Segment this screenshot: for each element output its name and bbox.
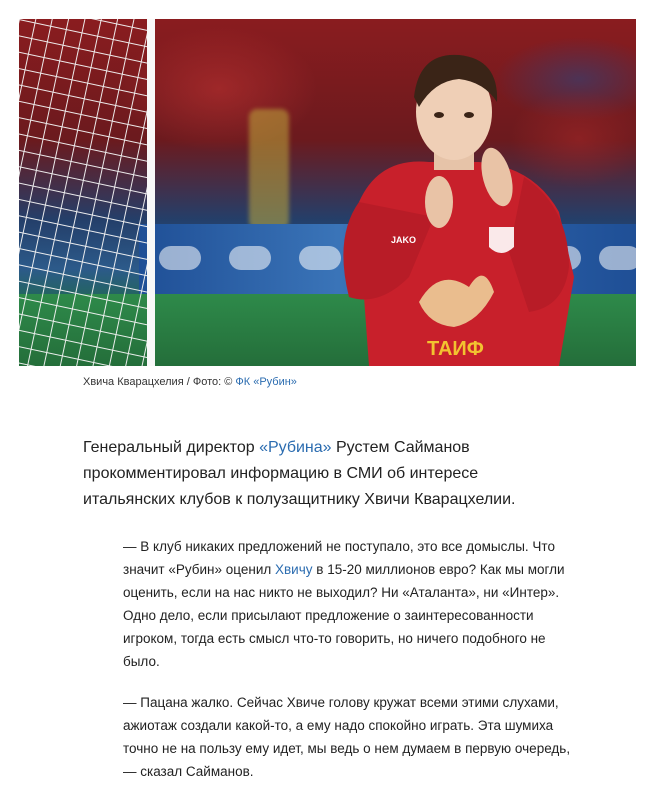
- lead-text-end: Рустем Сайманов прокомментировал информацию в СМИ об интересе итальянских клубов к полузащитнику Хвичи Кварацхелии.: [83, 439, 516, 508]
- caption-source-link[interactable]: ФК «Рубин»: [235, 376, 297, 388]
- quote2-text: — Пацана жалко. Сейчас Хвиче голову кружат всеми этими слухами, ажиотаж создали какой-то, а ему надо спокойно играть. Эта шумиха точно не на пользу ему идет, мы ведь о нем думаем в первую очередь, — сказал Сайманов.: [123, 695, 571, 779]
- club-link[interactable]: «Рубина»: [259, 439, 332, 456]
- article-photo: [19, 19, 636, 366]
- caption-text: Хвича Кварацхелия / Фото: ©: [83, 376, 236, 388]
- jersey-brand-text: JAKO: [391, 235, 417, 245]
- quote1-text-end: в 15-20 миллионов евро? Как мы могли оценить, если на нас никто не выходил? Ни «Аталанта», ни «Интер». Одно дело, если присылают предложение о заинтересованности игроком, тогда есть смысл что-то говорить, но ничего подобного не было.: [123, 562, 565, 669]
- goal-net: [19, 19, 159, 366]
- photo-caption: [83, 376, 297, 388]
- quote1-text-start: — В клуб никаких предложений не поступало, это все домыслы. Что значит «Рубин» оценил: [123, 539, 555, 577]
- article-lead: [83, 435, 553, 513]
- player-figure: [319, 37, 579, 366]
- quote-paragraph-1: [123, 535, 573, 673]
- quote-paragraph-2: [123, 691, 573, 783]
- player-link[interactable]: Хвичу: [275, 562, 313, 577]
- lead-text-start: Генеральный директор: [83, 439, 260, 456]
- jersey-sponsor-text: ТАИФ: [427, 338, 484, 360]
- stand-background: [249, 109, 289, 229]
